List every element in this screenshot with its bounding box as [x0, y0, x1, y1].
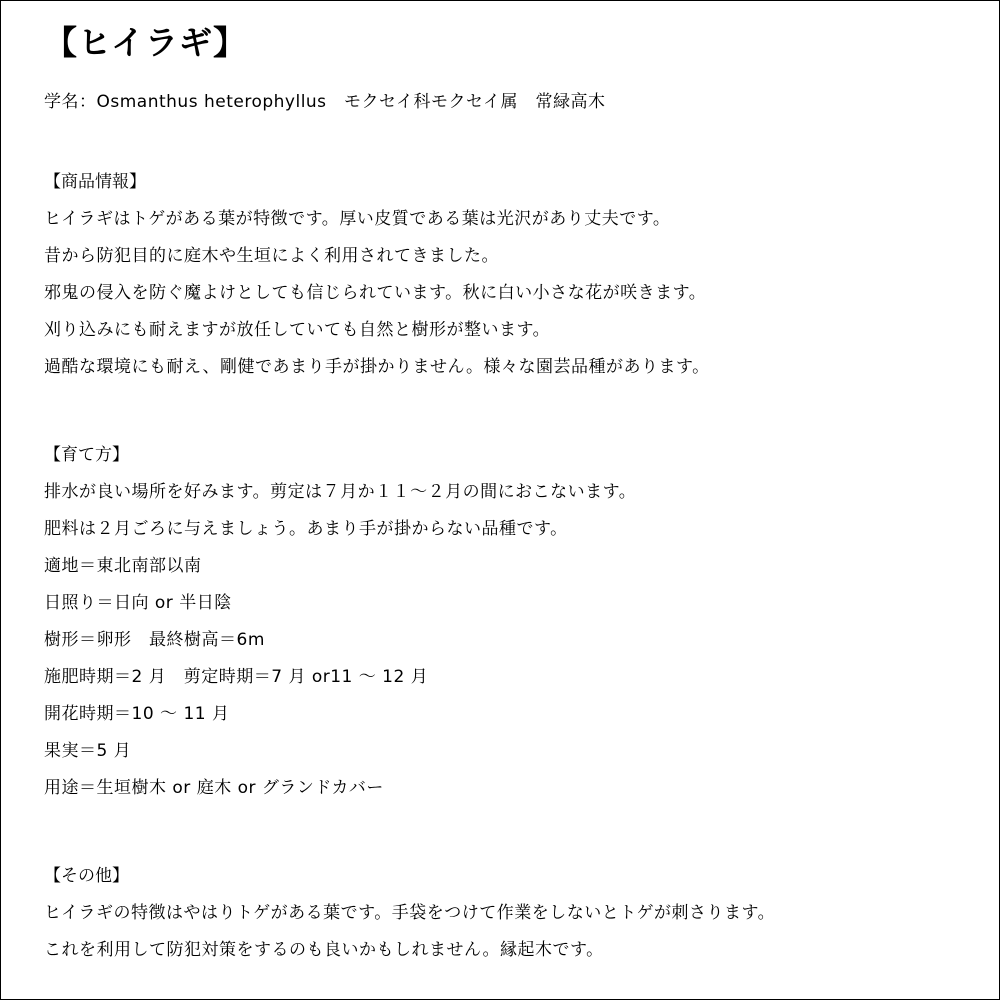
section-care	[44, 437, 984, 807]
text-line: ヒイラギはトゲがある葉が特徴です。厚い皮質である葉は光沢があり丈夫です。	[44, 209, 671, 229]
text-line: 邪鬼の侵入を防ぐ魔よけとしても信じられています。秋に白い小さな花が咲きます。	[44, 283, 707, 303]
text-line: ヒイラギの特徴はやはりトゲがある葉です。手袋をつけて作業をしないとトゲが刺さります。	[44, 903, 776, 923]
page-title: 【ヒイラギ】	[44, 23, 248, 62]
text-line: 昔から防犯目的に庭木や生垣によく利用されてきました。	[44, 246, 499, 266]
text-line: 用途＝生垣樹木 or 庭木 or グランドカバー	[44, 778, 384, 798]
text-line: 樹形＝卵形 最終樹高＝6m	[44, 630, 265, 650]
section-heading: 【商品情報】	[44, 172, 146, 192]
section-heading: 【育て方】	[44, 445, 129, 465]
text-line: 適地＝東北南部以南	[44, 556, 202, 576]
section-heading: 【その他】	[44, 866, 129, 886]
section-product-info	[44, 164, 984, 386]
text-line: 刈り込みにも耐えますが放任していても自然と樹形が整います。	[44, 320, 551, 340]
text-line: 肥料は２月ごろに与えましょう。あまり手が掛からない品種です。	[44, 519, 568, 539]
text-line: 排水が良い場所を好みます。剪定は７月か１１～２月の間におこないます。	[44, 482, 637, 502]
text-line: これを利用して防犯対策をするのも良いかもしれません。縁起木です。	[44, 940, 604, 960]
scientific-name-line: 学名：Osmanthus heterophyllus モクセイ科モクセイ属 常緑高木	[44, 92, 606, 112]
text-line: 日照り＝日向 or 半日陰	[44, 593, 232, 613]
text-line: 施肥時期＝2 月 剪定時期＝7 月 or11 ～ 12 月	[44, 667, 429, 687]
document-body	[44, 18, 984, 969]
text-line: 開花時期＝10 ～ 11 月	[44, 704, 230, 724]
section-other	[44, 858, 984, 969]
text-line: 過酷な環境にも耐え、剛健であまり手が掛かりません。様々な園芸品種があります。	[44, 357, 710, 377]
text-line: 果実＝5 月	[44, 741, 132, 761]
